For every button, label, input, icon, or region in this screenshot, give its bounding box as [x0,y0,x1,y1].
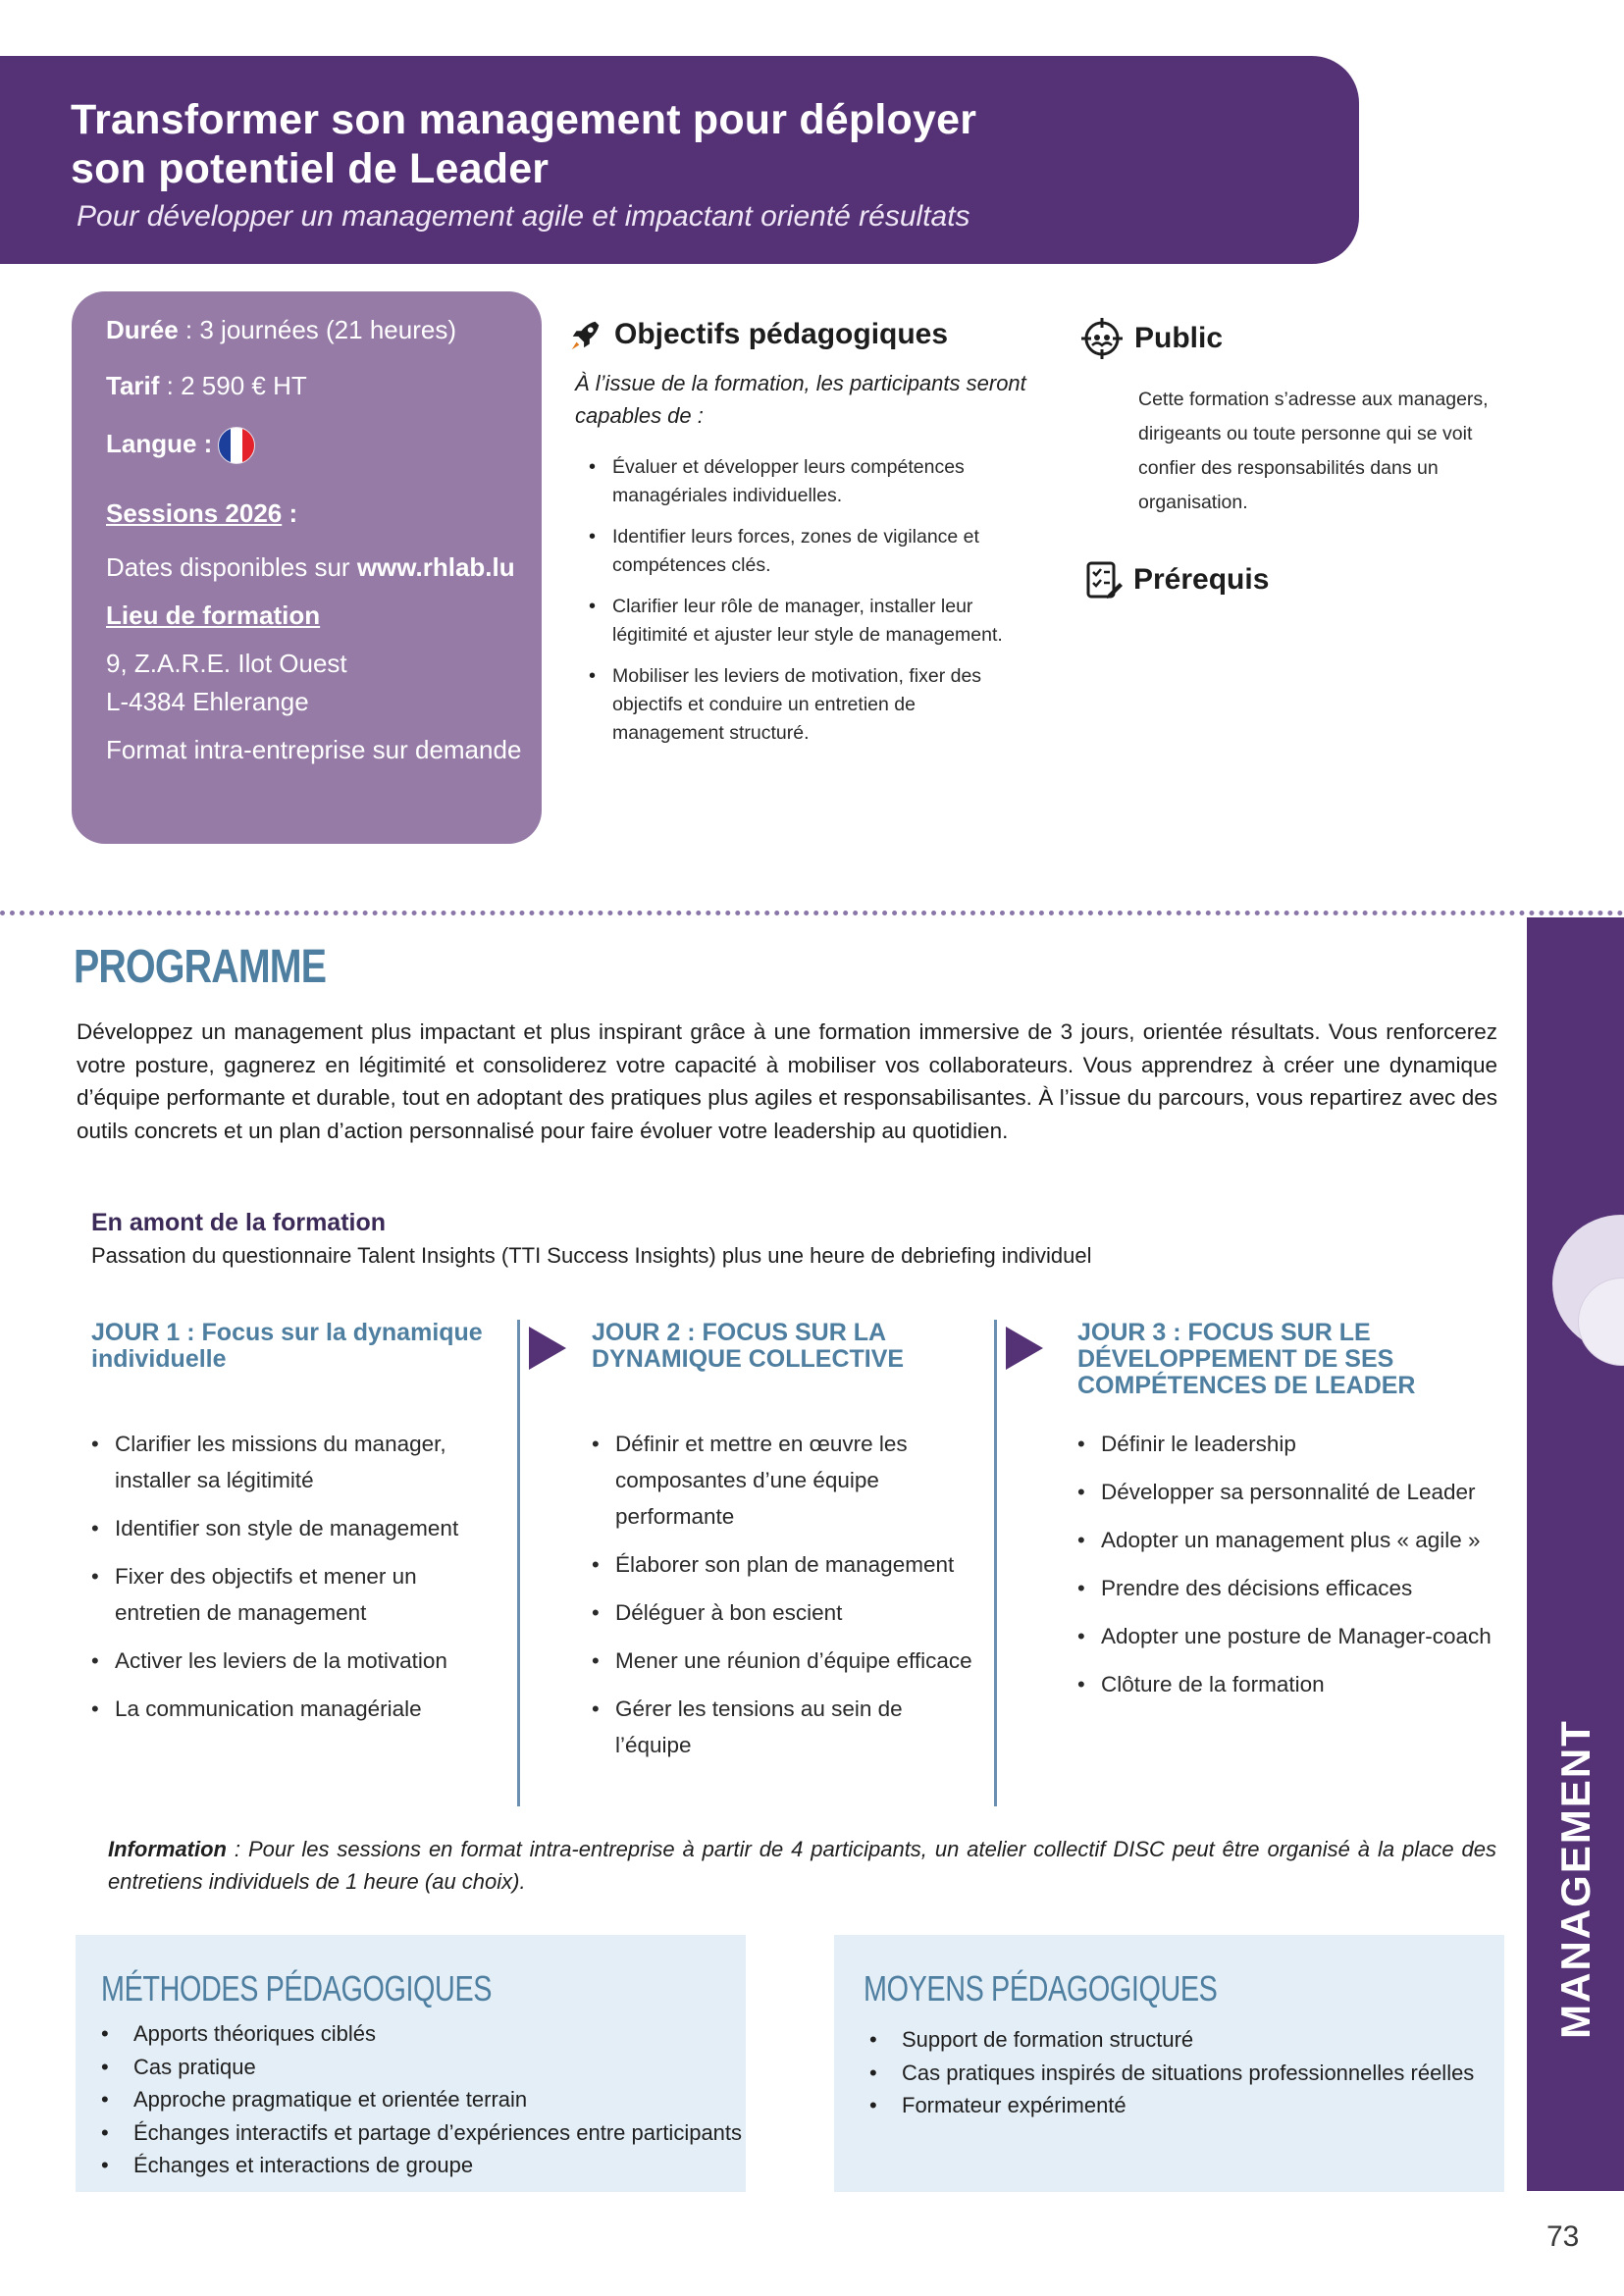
list-item: • Identifier leurs forces, zones de vigilance et compétences clés. [589,523,1028,580]
list-item: • La communication managériale [91,1691,503,1727]
methodes-box [76,1935,746,2192]
objectifs-title: Objectifs pédagogiques [614,318,949,350]
list-item: • Adopter un management plus « agile » [1077,1522,1509,1558]
list-item: • Échanges interactifs et partage d’expériences entre participants [101,2116,746,2150]
address-line-2: L-4384 Ehlerange [106,687,309,716]
title-line-2: son potentiel de Leader [71,145,550,192]
moyens-list [864,2023,1504,2122]
day-title-line: DYNAMIQUE COLLECTIVE [592,1345,905,1373]
programme-text: Développez un management plus impactant et plus inspirant grâce à une formation immersive de 3 jours, orientée résultats. Vous renforcerez votre posture, gagnerez en légitimité et consoliderez votre capacité à mobiliser vos collaborateurs. Vous apprendrez à créer une dynamique d’équipe performante et durable, tout en adoptant des pratiques plus agiles et responsabilisantes. À l’issue du parcours, vous repartirez avec des outils concrets et un plan d’action personnalisé pour faire évoluer votre leadership au quotidien. [77,1019,1497,1143]
langue-label: Langue : [106,428,213,458]
rhlab-link[interactable]: www.rhlab.lu [356,552,515,582]
objectifs-heading [567,316,1028,353]
title-line-1: Transformer son management pour déployer [71,96,977,143]
list-item: • Échanges et interactions de groupe [101,2149,746,2182]
day-title-line: JOUR 3 : FOCUS SUR LE [1077,1319,1371,1346]
methodes-title: MÉTHODES PÉDAGOGIQUES [101,1968,493,2009]
category-label-text: MANAGEMENT [1551,1719,1598,2039]
page-number: 73 [1546,2220,1580,2253]
day-title-line: JOUR 2 : FOCUS SUR LA [592,1319,887,1346]
day-3-title [1077,1320,1509,1399]
list-item: • Prendre des décisions efficaces [1077,1570,1509,1606]
day-title-line: individuelle [91,1345,227,1373]
day-1-column [91,1320,503,1739]
list-item: • Approche pragmatique et orientée terrain [101,2083,746,2116]
day-3-column [1077,1320,1509,1714]
list-item: • Mobiliser les leviers de motivation, fixer des objectifs et conduire un entretien de management structuré. [589,662,1028,748]
french-flag-icon [218,427,255,464]
information-text: : Pour les sessions en format intra-entreprise à partir de 4 participants, un atelier collectif DISC peut être organisé à la place des entretiens individuels de 1 heure (au choix). [108,1837,1496,1894]
list-item: • Clarifier les missions du manager, installer sa légitimité [91,1426,503,1498]
list-item: • Élaborer son plan de management [592,1546,984,1583]
langue-row [106,427,255,464]
list-item: • Activer les leviers de la motivation [91,1643,503,1679]
day-2-column [592,1320,984,1775]
sessions-label: Sessions 2026 [106,498,283,528]
list-item: • Cas pratique [101,2051,746,2084]
info-card [72,291,542,844]
objectifs-intro: À l’issue de la formation, les participants seront capables de : [575,371,1026,428]
day-1-list [91,1426,503,1727]
dates-row [106,552,515,583]
list-item: • Mener une réunion d’équipe efficace [592,1643,984,1679]
column-divider [517,1320,520,1806]
day-title-line: DÉVELOPPEMENT DE SES [1077,1345,1394,1373]
column-divider [994,1320,997,1806]
moyens-box [834,1935,1504,2192]
list-item: • Adopter une posture de Manager-coach [1077,1618,1509,1654]
day-2-list [592,1426,984,1763]
duree-value: : 3 journées (21 heures) [178,315,456,344]
information-label: Information [108,1837,227,1861]
list-item: • Apports théoriques ciblés [101,2017,746,2051]
sessions-suffix: : [282,498,298,528]
format-note: Format intra-entreprise sur demande [106,735,522,764]
public-section [1079,316,1531,520]
prerequis-heading [1082,559,1269,600]
day-2-title [592,1320,984,1373]
day-title-line: COMPÉTENCES DE LEADER [1077,1372,1416,1399]
list-item: • Support de formation structuré [869,2023,1504,2057]
arrow-right-icon [1006,1327,1043,1370]
arrow-right-icon [529,1327,566,1370]
information-note [108,1833,1496,1898]
address-line-1: 9, Z.A.R.E. Ilot Ouest [106,649,347,678]
page-title [71,95,1359,193]
tarif-label: Tarif [106,371,160,400]
list-item: • Clôture de la formation [1077,1666,1509,1702]
lieu-row [106,600,320,631]
list-item: • Définir le leadership [1077,1426,1509,1462]
objectifs-list [567,453,1028,748]
prerequis-title: Prérequis [1133,563,1270,596]
day-3-list [1077,1426,1509,1702]
page-subtitle: Pour développer un management agile et impactant orienté résultats [77,200,970,233]
target-icon [1079,316,1125,361]
prerequis-section [1082,559,1269,600]
list-item: • Clarifier leur rôle de manager, installer leur légitimité et ajuster leur style de management. [589,593,1028,650]
list-item: • Fixer des objectifs et mener un entretien de management [91,1558,503,1631]
duree-row [106,315,456,345]
day-1-title [91,1320,503,1373]
programme-title: PROGRAMME [74,941,327,993]
rocket-icon [567,316,604,353]
list-item: • Déléguer à bon escient [592,1594,984,1631]
tarif-row [106,371,307,401]
moyens-title: MOYENS PÉDAGOGIQUES [864,1968,1218,2009]
duree-label: Durée [106,315,179,344]
list-item: • Formateur expérimenté [869,2089,1504,2122]
list-item: • Cas pratiques inspirés de situations professionnelles réelles [869,2057,1504,2090]
tarif-value: : 2 590 € HT [159,371,307,400]
list-item: • Identifier son style de management [91,1510,503,1546]
category-label [1527,1712,1624,2046]
amont-text: Passation du questionnaire Talent Insights (TTI Success Insights) plus une heure de debriefing individuel [91,1243,1092,1268]
day-title-line: JOUR 1 : Focus sur la dynamique [91,1319,483,1346]
methodes-list [101,2017,746,2182]
list-item: • Gérer les tensions au sein de l’équipe [592,1691,984,1763]
public-text: Cette formation s’adresse aux managers, dirigeants ou toute personne qui se voit confier des responsabilités dans un organisation. [1138,389,1489,513]
list-item: • Définir et mettre en œuvre les composantes d’une équipe performante [592,1426,984,1535]
list-item: • Développer sa personnalité de Leader [1077,1474,1509,1510]
sessions-row [106,498,297,529]
list-item: • Évaluer et développer leurs compétences managériales individuelles. [589,453,1028,510]
amont-title: En amont de la formation [91,1209,387,1236]
dates-prefix: Dates disponibles sur [106,552,357,582]
objectifs-section [567,316,1028,760]
dotted-divider [0,911,1624,915]
public-heading [1079,316,1531,361]
header-banner [0,56,1359,264]
public-title: Public [1134,322,1224,354]
lieu-label: Lieu de formation [106,600,321,630]
checklist-icon [1082,559,1124,600]
